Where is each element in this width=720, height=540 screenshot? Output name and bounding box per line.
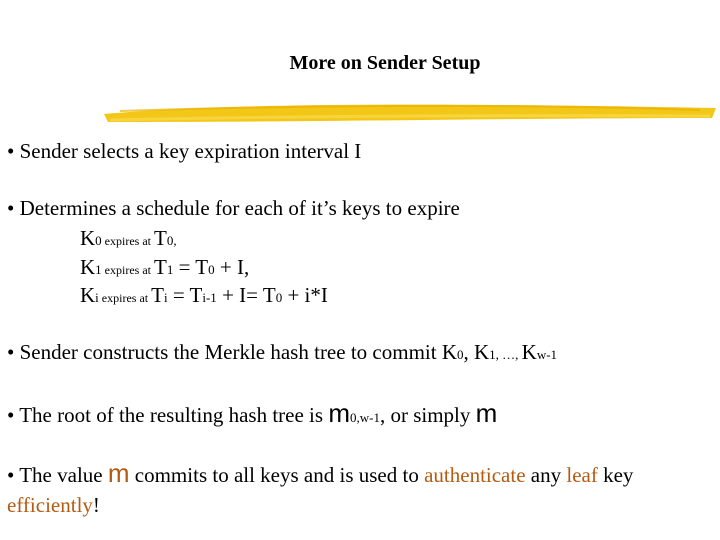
schedule-row-1 [80,255,249,280]
schedule-row-i [80,283,328,308]
commit-m-symbol: m [107,458,130,488]
bullet-merkle-prefix: • Sender constructs the Merkle hash tree to commit K [7,340,457,364]
time-t1-eq: = T [173,255,209,279]
expires-at-0: expires at [101,234,154,248]
time-t1-eq-sub: 0 [208,262,215,277]
bullet-commit-prefix: • The value [7,463,108,487]
root-mid: , or simply [379,403,476,427]
key-k1-sub: 1 [95,262,102,277]
merkle-k0-sub: 0 [456,347,464,362]
slide-title: More on Sender Setup [289,52,481,74]
commit-mid: commits to all keys and is used to [129,463,425,487]
bullet-schedule-text: • Determines a schedule for each of it’s keys to expire [7,196,460,220]
word-key: key [597,463,634,487]
word-efficiently: efficiently [7,493,93,517]
key-k0: K [80,226,96,250]
expires-at-i: expires at [98,291,152,305]
word-bang: ! [92,493,100,517]
expires-at-1: expires at [101,263,154,277]
merkle-kw: K [521,340,537,364]
word-authenticate: authenticate [424,463,526,487]
root-m-symbol: m [328,398,350,428]
time-ti-tail: + i*I [282,283,328,307]
schedule-row-0 [80,226,177,251]
key-ki-sub: i [95,290,99,305]
key-k0-sub: 0 [95,233,102,248]
bullet-merkle [7,340,557,365]
bullet-commit [7,458,720,520]
time-ti-plus: + I= T [216,283,276,307]
bullet-root [7,398,497,429]
merkle-sep: , K [463,340,490,364]
key-ki: K [80,283,96,307]
word-any: any [525,463,567,487]
time-ti-eq-sub: i-1 [202,290,217,305]
time-t1-plus: + I, [214,255,250,279]
bullet-key-interval [7,139,361,164]
word-leaf: leaf [566,463,598,487]
root-m2-symbol: m [475,398,498,428]
time-ti-sub: i [163,290,168,305]
time-ti-t0-sub: 0 [275,290,283,305]
key-k1: K [80,255,96,279]
time-t0: T [153,226,167,250]
bullet-key-interval-text: • Sender selects a key expiration interval I [7,139,362,163]
root-m-sub: 0,w-1 [349,410,380,425]
merkle-k1-sub: 1, …, [489,347,522,362]
time-t1-sub: 1 [166,262,174,277]
highlighter-stroke-decoration [100,96,720,130]
time-ti: T [151,283,164,307]
time-ti-eq: = T [167,283,203,307]
bullet-root-prefix: • The root of the resulting hash tree is [7,403,329,427]
time-t0-sub: 0, [166,233,177,248]
time-t1: T [153,255,167,279]
merkle-kw-sub: w-1 [536,347,558,362]
bullet-schedule [7,196,460,221]
